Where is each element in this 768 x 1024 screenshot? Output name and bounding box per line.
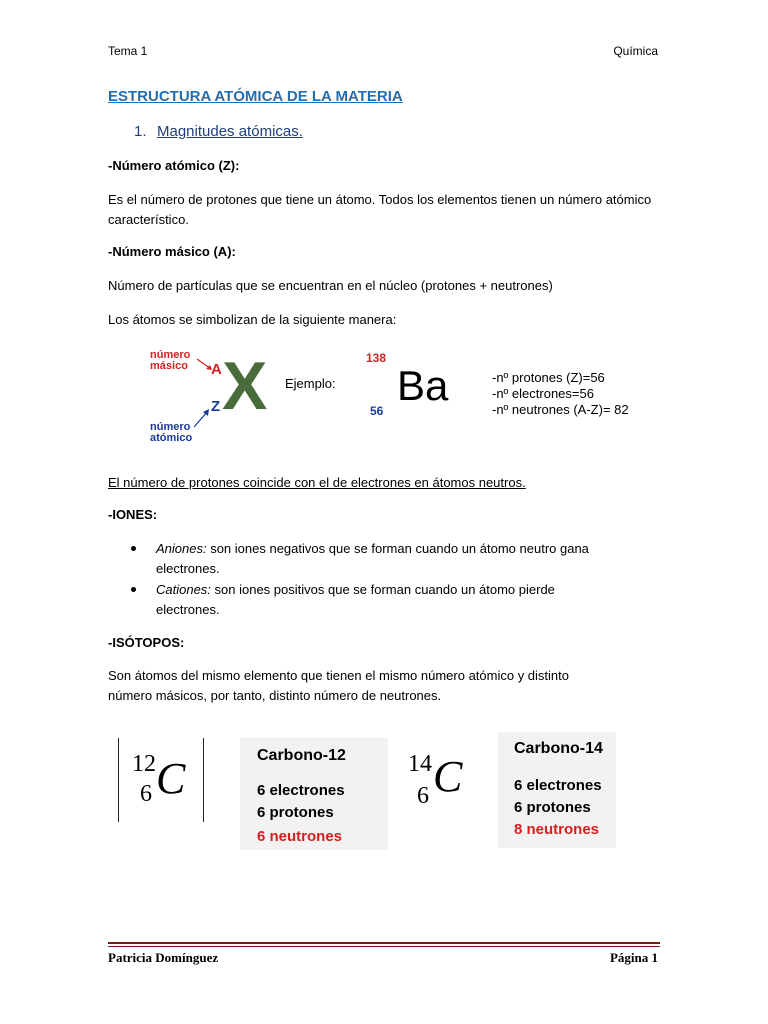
c14-electrons: 6 electrones (514, 777, 602, 794)
c14-mass-number: 14 (408, 751, 432, 777)
c12-left-border (118, 738, 119, 822)
isotopes-text-line2: número másicos, por tanto, distinto número de neutrones. (108, 688, 442, 703)
c12-neutrons: 6 neutrones (257, 828, 343, 845)
cations-continuation: electrones. (156, 602, 220, 617)
header-subject: Química (613, 44, 658, 58)
c12-mass-number: 12 (132, 751, 156, 777)
bullet-icon (131, 546, 136, 551)
footer-page-number: Página 1 (609, 950, 658, 965)
atomic-number-heading: -Número atómico (Z): (108, 158, 240, 173)
page-title: ESTRUCTURA ATÓMICA DE LA MATERIA (108, 88, 403, 105)
c14-symbol: C (433, 752, 463, 801)
atomic-number-text: Es el número de protones que tiene un átomo. Todos los elementos tienen un número atómico característico. (108, 192, 652, 227)
cations-text: son iones positivos que se forman cuando un átomo pierde (210, 582, 555, 597)
section-title: Magnitudes atómicas. (157, 123, 303, 140)
c14-neutrons: 8 neutrones (514, 821, 600, 838)
ba-atomic-number: 56 (370, 404, 384, 418)
c12-protons: 6 protones (257, 804, 334, 821)
neutral-atoms-note: El número de protones coincide con el de electrones en átomos neutros. (108, 475, 526, 490)
mass-number-heading: -Número másico (A): (108, 244, 236, 259)
atomic-arrow-icon (190, 407, 214, 431)
mass-number-text: Número de partículas que se encuentran en el núcleo (protones + neutrones) (108, 278, 553, 293)
ba-mass-number: 138 (366, 351, 387, 365)
c12-atomic-number: 6 (140, 781, 152, 807)
ions-heading: -IONES: (108, 507, 158, 522)
c12-name: Carbono-12 (257, 747, 346, 764)
ba-electrons: -nº electrones=56 (492, 386, 594, 401)
footer-divider-thick (108, 942, 660, 944)
c14-atomic-number: 6 (417, 783, 429, 809)
c12-right-border (203, 738, 204, 822)
header-topic: Tema 1 (108, 44, 148, 58)
c12-electrons: 6 electrones (257, 782, 345, 799)
example-label: Ejemplo: (285, 376, 336, 391)
isotopes-heading: -ISÓTOPOS: (108, 635, 185, 650)
mass-number-label: número másico (150, 349, 191, 372)
anions-continuation: electrones. (156, 561, 220, 576)
ba-protons: -nº protones (Z)=56 (492, 370, 605, 385)
atomic-number-label: número atómico (150, 421, 193, 444)
element-x-letter: X (222, 348, 268, 424)
atomic-z-letter: Z (211, 398, 221, 415)
footer-divider-thin (108, 946, 660, 947)
c14-name: Carbono-14 (514, 740, 603, 757)
ba-symbol: Ba (397, 362, 449, 409)
ba-neutrons: -nº neutrones (A-Z)= 82 (492, 402, 629, 417)
isotopes-text-line1: Son átomos del mismo elemento que tienen el mismo número atómico y distinto (108, 668, 569, 683)
list-item-cations (156, 580, 555, 600)
c14-protons: 6 protones (514, 799, 591, 816)
mass-a-letter: A (211, 361, 222, 378)
anions-text: son iones negativos que se forman cuando un átomo neutro gana (206, 541, 589, 556)
list-item-anions (156, 539, 589, 559)
footer-author: Patricia Domínguez (108, 950, 219, 965)
anions-term: Aniones: (156, 541, 207, 556)
cations-term: Cationes: (156, 582, 211, 597)
section-number: 1. (134, 123, 147, 140)
symbolization-text: Los átomos se simbolizan de la siguiente manera: (108, 312, 397, 327)
bullet-icon (131, 587, 136, 592)
c12-symbol: C (156, 754, 186, 803)
